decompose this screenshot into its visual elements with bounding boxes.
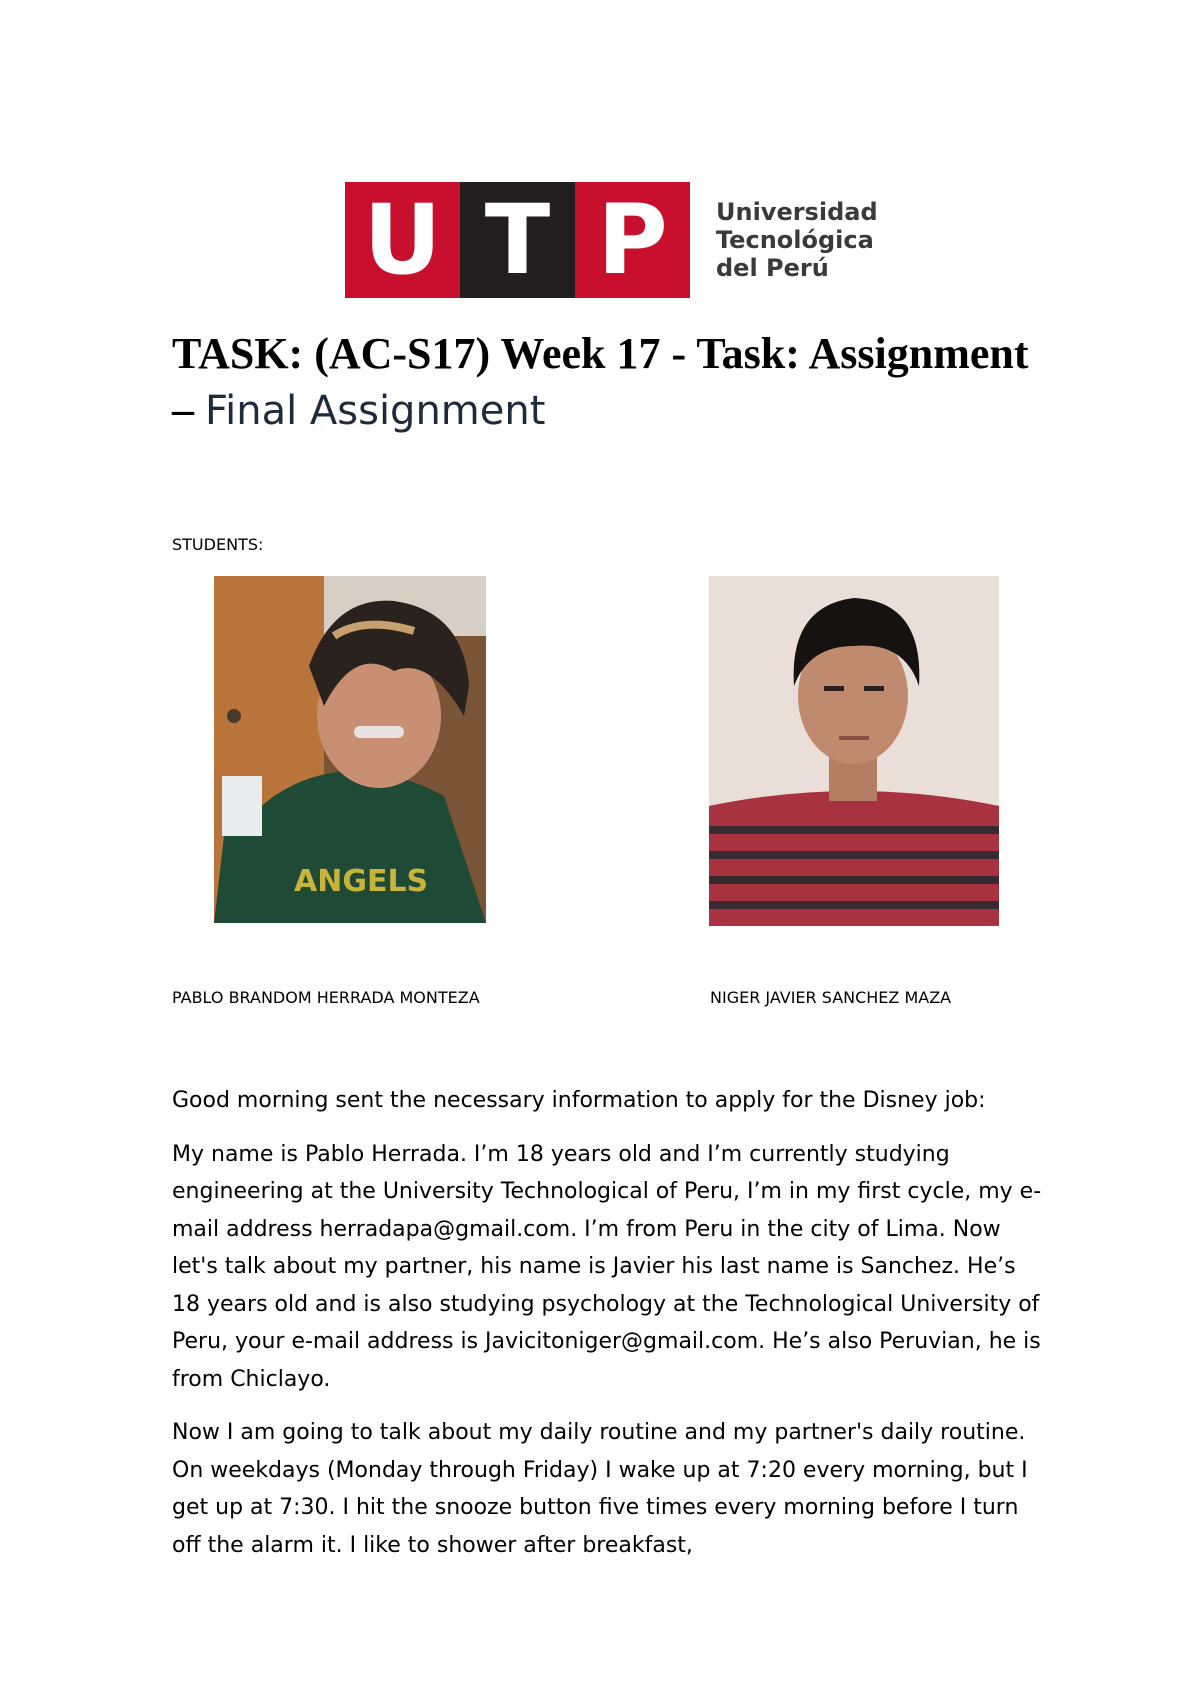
title-final-assignment: Final Assignment xyxy=(205,388,546,434)
logo-line-2: Tecnológica xyxy=(716,226,874,254)
paragraph-greeting: Good morning sent the necessary information to apply for the Disney job: xyxy=(172,1088,986,1113)
logo-letter-p: P xyxy=(575,182,690,298)
title-task: TASK: (AC-S17) Week 17 - Task: Assignment – xyxy=(172,329,1029,434)
student-photo-1-art xyxy=(214,576,486,923)
paragraph-routine: Now I am going to talk about my daily routine and my partner's daily routine. On weekdays (Monday through Friday) I wake up at 7:20 every morning, but I get up at 7:30. I hit the snooze button five times every morning before I turn off the alarm it. I like to shower after breakfast, xyxy=(172,1420,1028,1558)
logo-letter-u: U xyxy=(345,182,460,298)
paragraph-introduction: My name is Pablo Herrada. I’m 18 years old and I’m currently studying engineering at the University Technological of Peru, I’m in my first cycle, my e-mail address herradapa@gmail.com. I’m from Peru in the city of Lima. Now let's talk about my partner, his name is Javier his last name is Sanchez. He’s 18 years old and is also studying psychology at the Technological University of Peru, your e-mail address is Javicitoniger@gmail.com. He’s also Peruvian, he is from Chiclayo. xyxy=(172,1141,1042,1392)
student-photo-1 xyxy=(214,576,486,923)
logo-letter-blocks xyxy=(345,182,690,298)
logo-line-3: del Perú xyxy=(716,254,829,282)
students-label: STUDENTS: xyxy=(172,535,264,554)
student-photo-2-art xyxy=(709,576,999,926)
student-photo-2 xyxy=(709,576,999,926)
logo-line-1: Universidad xyxy=(716,198,878,226)
page-title xyxy=(172,326,1052,439)
student-name-1: PABLO BRANDOM HERRADA MONTEZA xyxy=(172,988,480,1007)
svg-text:ANGELS: ANGELS xyxy=(294,864,429,899)
body-text xyxy=(172,1082,1042,1580)
logo-wordmark xyxy=(716,198,878,282)
utp-logo xyxy=(345,182,881,298)
student-name-2: NIGER JAVIER SANCHEZ MAZA xyxy=(710,988,952,1007)
logo-letter-t: T xyxy=(460,182,575,298)
